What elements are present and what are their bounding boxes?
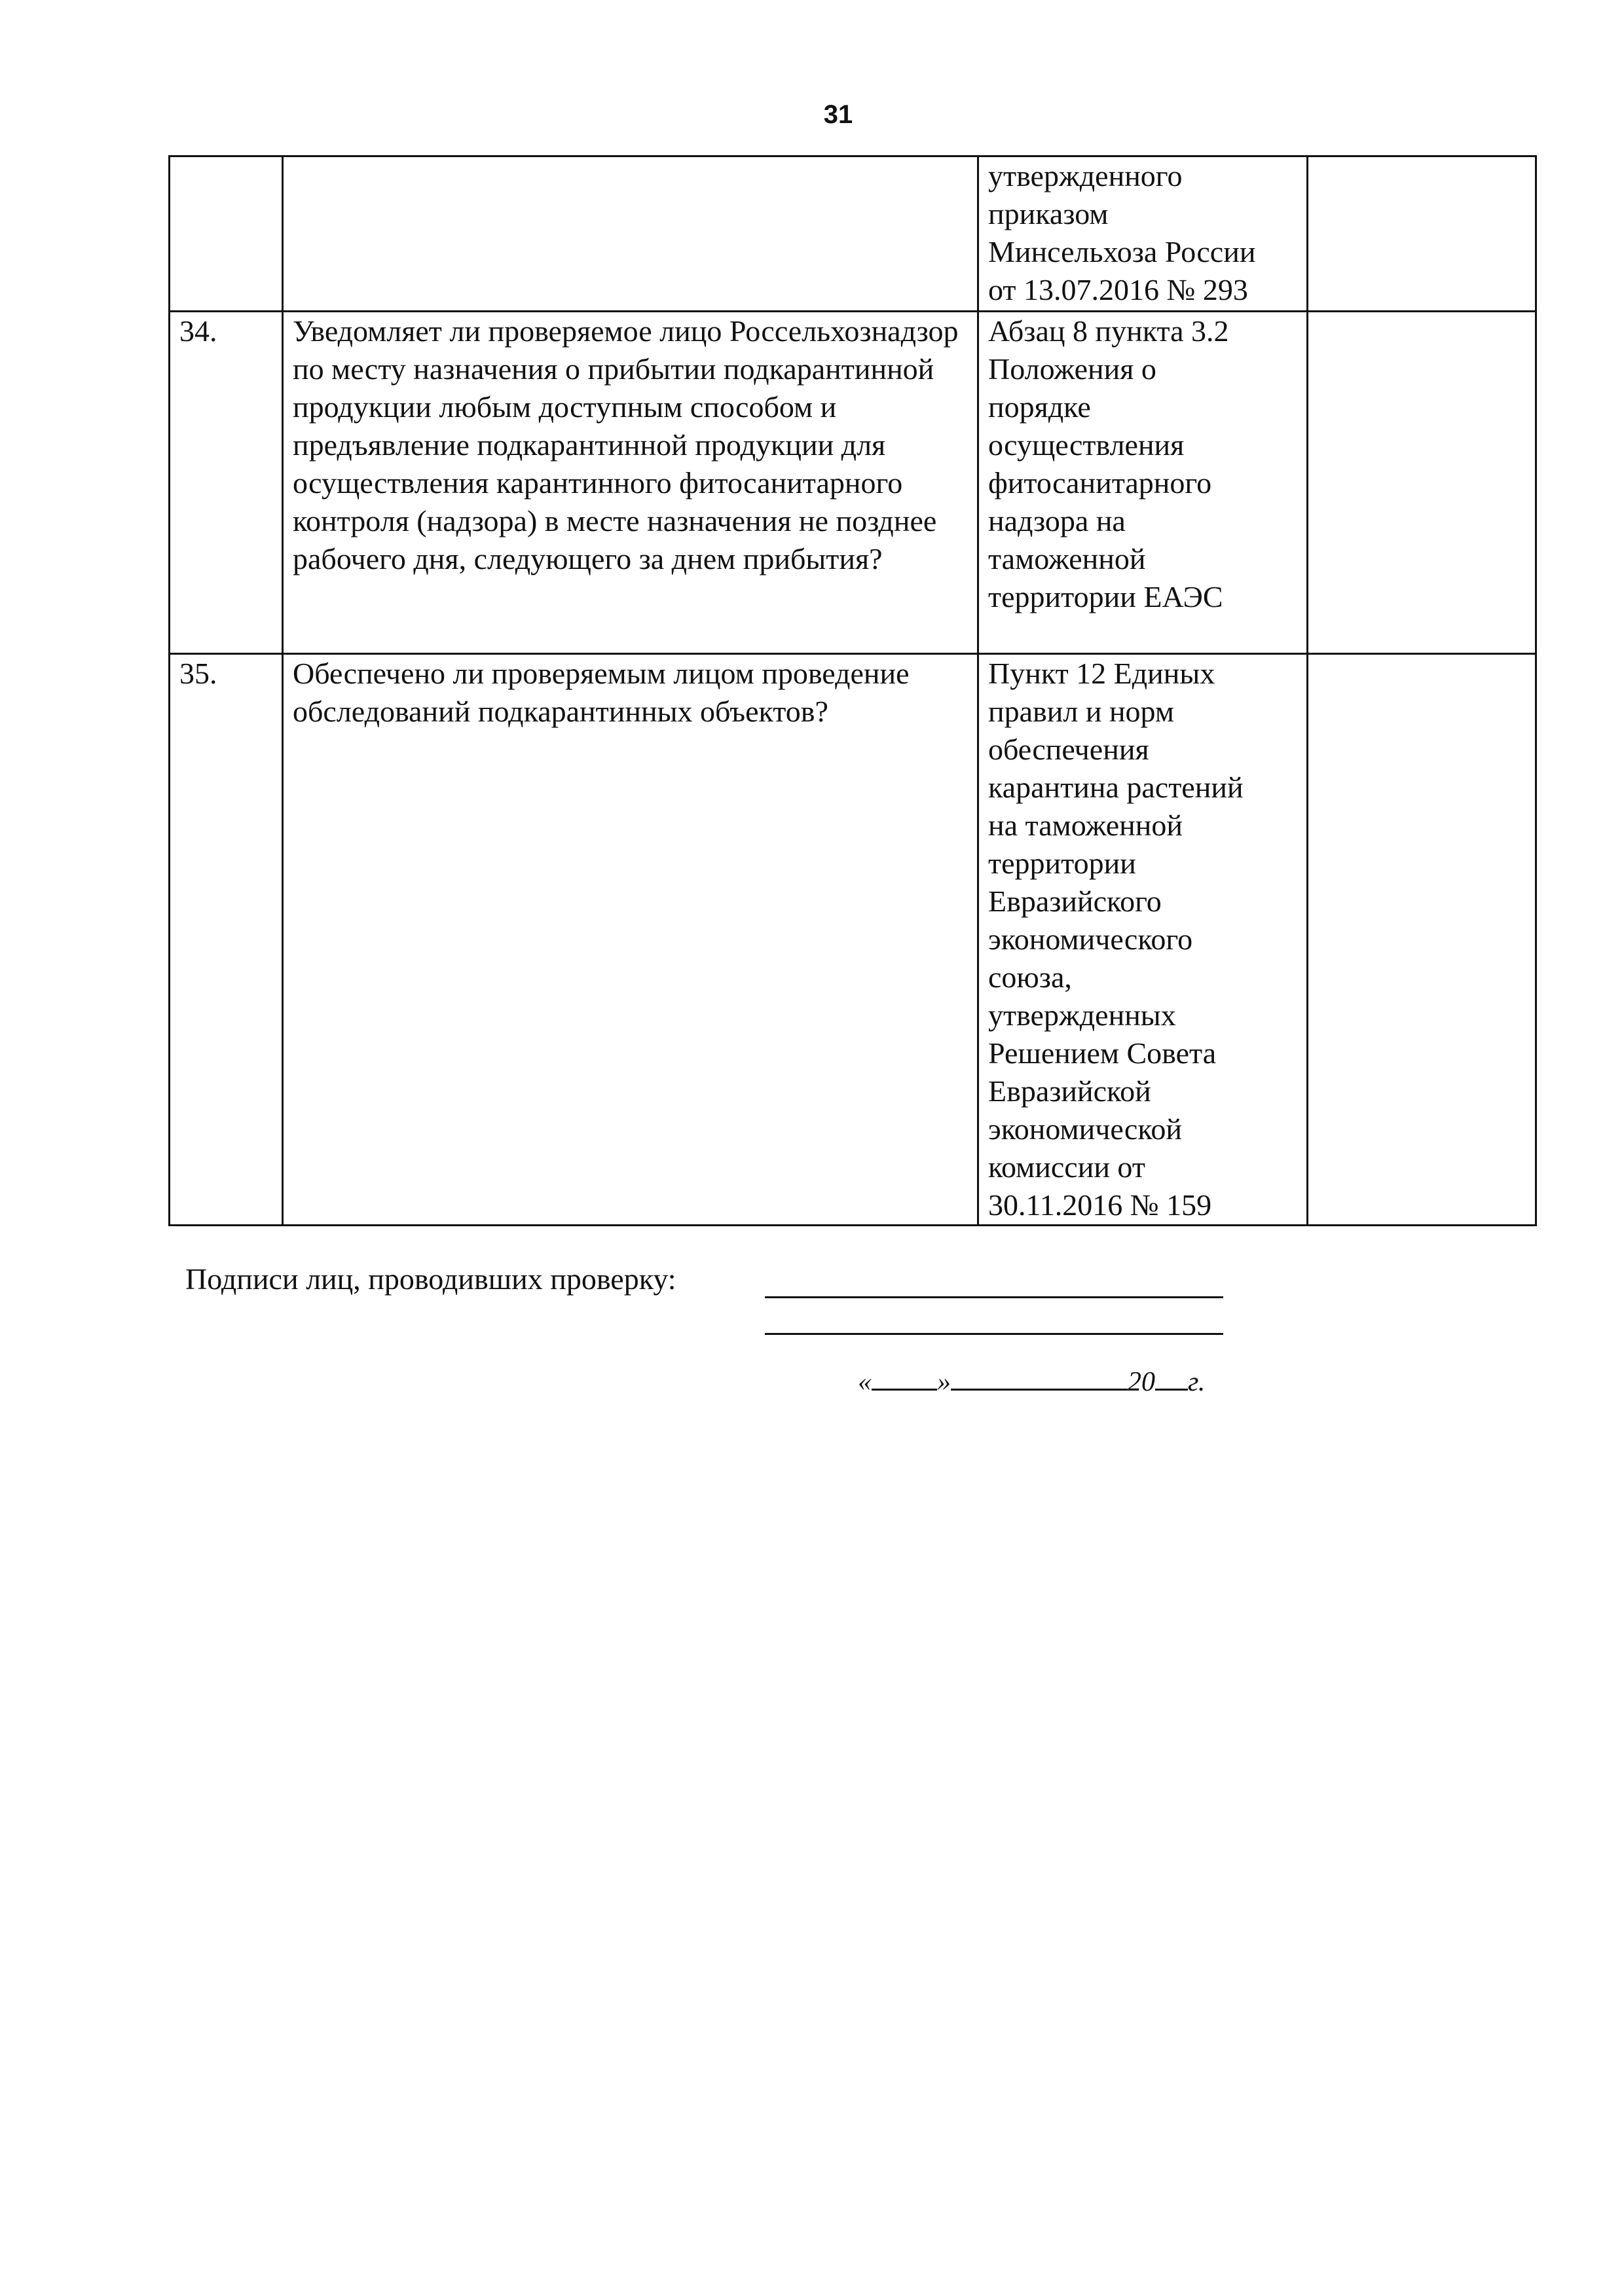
reference-line: фитосанитарного (988, 466, 1212, 500)
date-close-quote: » (937, 1367, 951, 1397)
row-number-cell: 34. (170, 312, 283, 654)
reference-line: 30.11.2016 № 159 (988, 1188, 1212, 1222)
reference-line: Решением Совета (988, 1036, 1217, 1070)
reference-line: Евразийского (988, 884, 1162, 918)
date-day-blank (872, 1365, 937, 1391)
reference-line: территории ЕАЭС (988, 580, 1223, 613)
table-row (170, 312, 1536, 654)
reference-line: утвержденных (988, 998, 1176, 1032)
page-number: 31 (823, 100, 853, 129)
date-century: 20 (1128, 1367, 1155, 1397)
row-number-cell (170, 156, 283, 312)
note-cell (1308, 156, 1536, 312)
note-cell (1308, 312, 1536, 654)
reference-line: экономического (988, 922, 1193, 956)
reference-line: от 13.07.2016 № 293 (988, 273, 1248, 306)
reference-cell (978, 156, 1308, 312)
note-cell (1308, 654, 1536, 1226)
reference-line: союза, (988, 960, 1072, 994)
reference-line: утвержденного (988, 159, 1183, 192)
date-line (858, 1365, 1205, 1399)
reference-line: Минсельхоза России (988, 235, 1256, 268)
row-number-cell: 35. (170, 654, 283, 1226)
reference-line: осуществления (988, 428, 1185, 462)
date-open-quote: « (858, 1367, 872, 1397)
table-row (170, 156, 1536, 312)
reference-line: обеспечения (988, 733, 1149, 766)
table-row (170, 654, 1536, 1226)
reference-line: правил и норм (988, 695, 1174, 728)
reference-line: Положения о (988, 352, 1156, 386)
reference-line: Евразийской (988, 1074, 1151, 1108)
signature-line (765, 1296, 1223, 1298)
question-cell (283, 156, 978, 312)
reference-line: комиссии от (988, 1150, 1145, 1184)
reference-line: порядке (988, 390, 1091, 424)
reference-line: территории (988, 847, 1136, 880)
signatures-label: Подписи лиц, проводивших проверку: (185, 1262, 676, 1296)
question-cell: Обеспечено ли проверяемым лицом проведение обследований подкарантинных объектов? (283, 654, 978, 1226)
signature-line (765, 1333, 1223, 1335)
reference-line: приказом (988, 197, 1109, 230)
reference-line: таможенной (988, 542, 1146, 575)
reference-cell (978, 312, 1308, 654)
reference-line: на таможенной (988, 809, 1183, 842)
reference-line: Абзац 8 пункта 3.2 (988, 314, 1229, 348)
date-month-blank (951, 1365, 1128, 1391)
question-cell: Уведомляет ли проверяемое лицо Россельхознадзор по месту назначения о прибытии подкарантинной продукции любым доступным способом и предъявление подкарантинной продукции для осуществления карантинного фитосанитарного контроля (надзора) в месте назначения не позднее рабочего дня, следующего за днем прибытия? (283, 312, 978, 654)
date-year-suffix: г. (1188, 1367, 1206, 1397)
reference-line: экономической (988, 1112, 1182, 1146)
checklist-table (168, 155, 1537, 1226)
reference-line: Пункт 12 Единых (988, 657, 1215, 690)
reference-line: карантина растений (988, 771, 1244, 804)
reference-line: надзора на (988, 504, 1126, 538)
date-year-blank (1155, 1365, 1188, 1391)
reference-cell (978, 654, 1308, 1226)
